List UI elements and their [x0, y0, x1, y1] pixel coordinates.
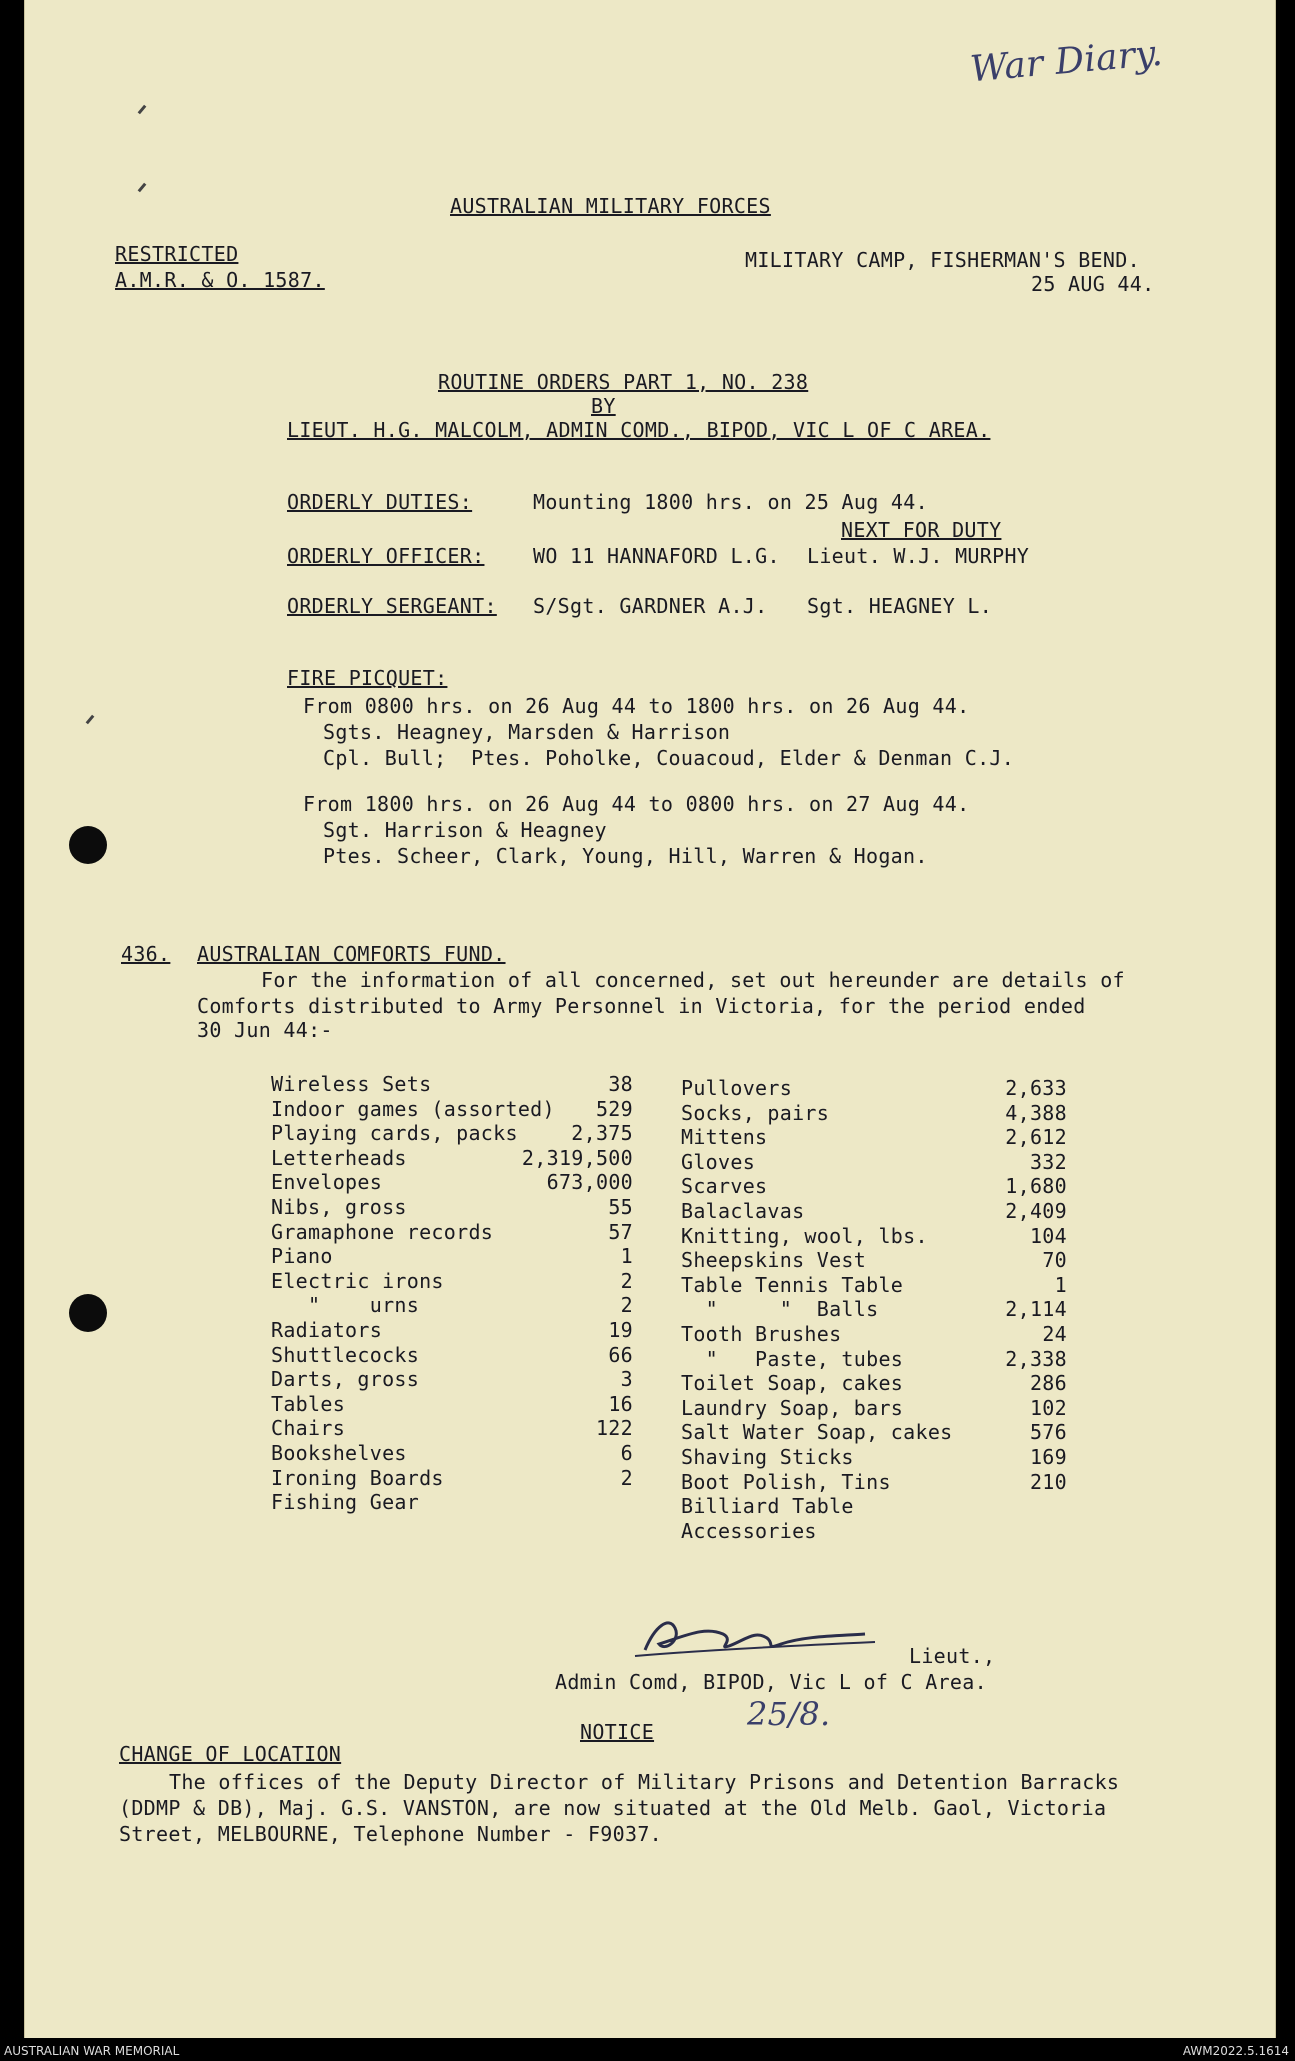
- comfort-item-quantity: 2: [620, 1293, 633, 1318]
- comfort-item-name: Scarves: [681, 1174, 768, 1199]
- comfort-item-name: Envelopes: [271, 1170, 383, 1195]
- comfort-item-name: Billiard Table: [681, 1494, 854, 1519]
- footer-accession: AWM2022.5.1614: [1182, 2044, 1289, 2058]
- comfort-item-quantity: 66: [608, 1342, 633, 1367]
- fire-picquet-shift2-time: From 1800 hrs. on 26 Aug 44 to 0800 hrs. on 27 Aug 44.: [303, 792, 970, 816]
- comfort-item-name: Wireless Sets: [271, 1072, 432, 1096]
- comfort-item-name: Nibs, gross: [271, 1195, 407, 1219]
- comfort-item-quantity: 55: [608, 1195, 633, 1219]
- comfort-item-name: Mittens: [681, 1125, 768, 1150]
- comfort-item-quantity: 102: [1029, 1395, 1067, 1420]
- notice-line3: Street, MELBOURNE, Telephone Number - F9037.: [119, 1822, 663, 1846]
- signatory-appointment: Admin Comd, BIPOD, Vic L of C Area.: [555, 1670, 987, 1694]
- footer-institution: AUSTRALIAN WAR MEMORIAL: [4, 2044, 180, 2058]
- comfort-item-name: Balaclavas: [681, 1199, 805, 1223]
- amr-reference: A.M.R. & O. 1587.: [115, 268, 325, 292]
- orderly-sergeant-value: S/Sgt. GARDNER A.J.: [533, 594, 768, 618]
- fire-picquet-shift2-line1: Sgt. Harrison & Heagney: [323, 818, 607, 842]
- comfort-item-quantity: 286: [1029, 1371, 1067, 1396]
- orderly-officer-value: WO 11 HANNAFORD L.G.: [533, 544, 780, 568]
- comfort-item-name: Shuttlecocks: [271, 1342, 420, 1367]
- comfort-item-name: Letterheads: [271, 1145, 407, 1170]
- pencil-mark: [138, 183, 147, 193]
- comfort-item-quantity: 24: [1042, 1322, 1067, 1346]
- comfort-item-name: Salt Water Soap, cakes: [681, 1420, 953, 1445]
- comfort-item-name: " " Balls: [681, 1297, 879, 1322]
- comfort-item-name: Knitting, wool, lbs.: [681, 1223, 928, 1248]
- comfort-item-name: Shaving Sticks: [681, 1445, 854, 1469]
- comfort-item-name: Indoor games (assorted): [271, 1096, 555, 1121]
- orderly-sergeant-next: Sgt. HEAGNEY L.: [807, 594, 993, 618]
- comfort-item-name: Tables: [271, 1391, 346, 1416]
- comfort-item-quantity: 122: [595, 1416, 633, 1441]
- place-line: MILITARY CAMP, FISHERMAN'S BEND.: [745, 248, 1140, 272]
- handwritten-war-diary-note: War Diary.: [968, 32, 1165, 91]
- comfort-item-quantity: 1,680: [1005, 1174, 1067, 1199]
- comfort-item-quantity: 38: [608, 1072, 633, 1096]
- document-page: [24, 0, 1276, 2038]
- comfort-item-quantity: 529: [595, 1096, 633, 1121]
- comfort-item-quantity: 4,388: [1005, 1100, 1067, 1125]
- comfort-item-name: Accessories: [681, 1518, 817, 1543]
- item-title: AUSTRALIAN COMFORTS FUND.: [197, 942, 506, 966]
- fire-picquet-shift1-line1: Sgts. Heagney, Marsden & Harrison: [323, 720, 731, 744]
- item-intro-line2: Comforts distributed to Army Personnel in Victoria, for the period ended: [197, 994, 1086, 1018]
- comfort-item-quantity: 2,375: [571, 1121, 633, 1146]
- notice-title: NOTICE: [580, 1720, 655, 1744]
- comfort-item-name: Piano: [271, 1244, 333, 1269]
- fire-picquet-label: FIRE PICQUET:: [287, 666, 448, 690]
- comfort-item-name: Socks, pairs: [681, 1100, 830, 1125]
- comfort-item-name: " Paste, tubes: [681, 1346, 904, 1371]
- comfort-item-name: " urns: [271, 1293, 420, 1318]
- comfort-item-name: Gloves: [681, 1149, 756, 1174]
- date-line: 25 AUG 44.: [1031, 272, 1155, 296]
- comfort-item-quantity: 2: [620, 1268, 633, 1293]
- comfort-item-quantity: 57: [608, 1219, 633, 1244]
- comfort-item-quantity: 2,114: [1005, 1297, 1067, 1322]
- comfort-item-name: Fishing Gear: [271, 1490, 420, 1515]
- comfort-item-name: Pullovers: [681, 1076, 793, 1100]
- comfort-item-name: Sheepskins Vest: [681, 1248, 867, 1273]
- restricted-marking: RESTRICTED: [115, 242, 239, 266]
- comfort-item-quantity: 2,338: [1005, 1346, 1067, 1371]
- fire-picquet-shift1-line2: Cpl. Bull; Ptes. Poholke, Couacoud, Elder & Denman C.J.: [323, 746, 1015, 770]
- comfort-item-quantity: 19: [608, 1318, 633, 1342]
- signature-text: HGMalcolm: [625, 1606, 631, 1607]
- comfort-item-quantity: 576: [1029, 1420, 1067, 1445]
- comfort-item-quantity: 332: [1029, 1149, 1067, 1174]
- comfort-item-quantity: 2: [620, 1465, 633, 1490]
- next-for-duty-heading: NEXT FOR DUTY: [841, 518, 1002, 542]
- comfort-item-quantity: 3: [620, 1367, 633, 1392]
- item-number: 436.: [121, 942, 171, 966]
- comfort-item-name: Gramaphone records: [271, 1219, 494, 1244]
- comfort-item-quantity: 169: [1029, 1445, 1067, 1469]
- comfort-item-quantity: 104: [1029, 1223, 1067, 1248]
- issuing-officer: LIEUT. H.G. MALCOLM, ADMIN COMD., BIPOD, VIC L OF C AREA.: [287, 418, 991, 442]
- comfort-item-quantity: 16: [608, 1391, 633, 1416]
- comfort-item-name: Toilet Soap, cakes: [681, 1371, 904, 1396]
- comfort-item-quantity: 6: [620, 1441, 633, 1465]
- document-heading: AUSTRALIAN MILITARY FORCES: [450, 194, 771, 218]
- comfort-item-quantity: 2,633: [1005, 1076, 1067, 1100]
- notice-subtitle: CHANGE OF LOCATION: [119, 1742, 342, 1766]
- comfort-item-name: Boot Polish, Tins: [681, 1469, 891, 1494]
- comfort-item-name: Bookshelves: [271, 1441, 407, 1465]
- punch-hole: [69, 826, 107, 864]
- orderly-duties-label: ORDERLY DUTIES:: [287, 490, 473, 514]
- notice-line2: (DDMP & DB), Maj. G.S. VANSTON, are now situated at the Old Melb. Gaol, Victoria: [119, 1796, 1107, 1820]
- orderly-duties-value: Mounting 1800 hrs. on 25 Aug 44.: [533, 490, 928, 514]
- fire-picquet-shift1-time: From 0800 hrs. on 26 Aug 44 to 1800 hrs. on 26 Aug 44.: [303, 694, 970, 718]
- notice-line1: The offices of the Deputy Director of Military Prisons and Detention Barracks: [169, 1770, 1120, 1794]
- orderly-sergeant-label: ORDERLY SERGEANT:: [287, 594, 497, 618]
- comfort-item-name: Laundry Soap, bars: [681, 1395, 904, 1420]
- comfort-item-quantity: 70: [1042, 1248, 1067, 1273]
- signature: [625, 1606, 885, 1666]
- comfort-item-quantity: 1: [620, 1244, 633, 1269]
- orderly-officer-label: ORDERLY OFFICER:: [287, 544, 485, 568]
- comfort-item-quantity: 1: [1054, 1272, 1067, 1297]
- comfort-item-quantity: 210: [1029, 1469, 1067, 1494]
- handwritten-date: 25/8.: [747, 1695, 831, 1733]
- comfort-item-quantity: 673,000: [546, 1170, 633, 1195]
- comfort-item-name: Table Tennis Table: [681, 1272, 904, 1297]
- comfort-item-quantity: 2,409: [1005, 1199, 1067, 1223]
- orderly-officer-next: Lieut. W.J. MURPHY: [807, 544, 1030, 568]
- signatory-rank: Lieut.,: [909, 1644, 996, 1668]
- comfort-item-name: Tooth Brushes: [681, 1322, 842, 1346]
- orders-by: BY: [591, 394, 616, 418]
- pencil-mark: [138, 105, 147, 115]
- comfort-item-name: Darts, gross: [271, 1367, 420, 1392]
- comfort-item-name: Chairs: [271, 1416, 346, 1441]
- orders-title: ROUTINE ORDERS PART 1, NO. 238: [438, 370, 809, 394]
- comfort-item-name: Radiators: [271, 1318, 383, 1342]
- comfort-item-quantity: 2,612: [1005, 1125, 1067, 1150]
- item-intro-line3: 30 Jun 44:-: [197, 1018, 333, 1042]
- pencil-mark: [86, 715, 95, 725]
- punch-hole: [69, 1294, 107, 1332]
- fire-picquet-shift2-line2: Ptes. Scheer, Clark, Young, Hill, Warren & Hogan.: [323, 844, 928, 868]
- comfort-item-quantity: 2,319,500: [521, 1145, 633, 1170]
- comfort-item-name: Playing cards, packs: [271, 1121, 518, 1146]
- comfort-item-name: Ironing Boards: [271, 1465, 444, 1490]
- item-intro-line1: For the information of all concerned, set out hereunder are details of: [261, 968, 1125, 992]
- comfort-item-name: Electric irons: [271, 1268, 444, 1293]
